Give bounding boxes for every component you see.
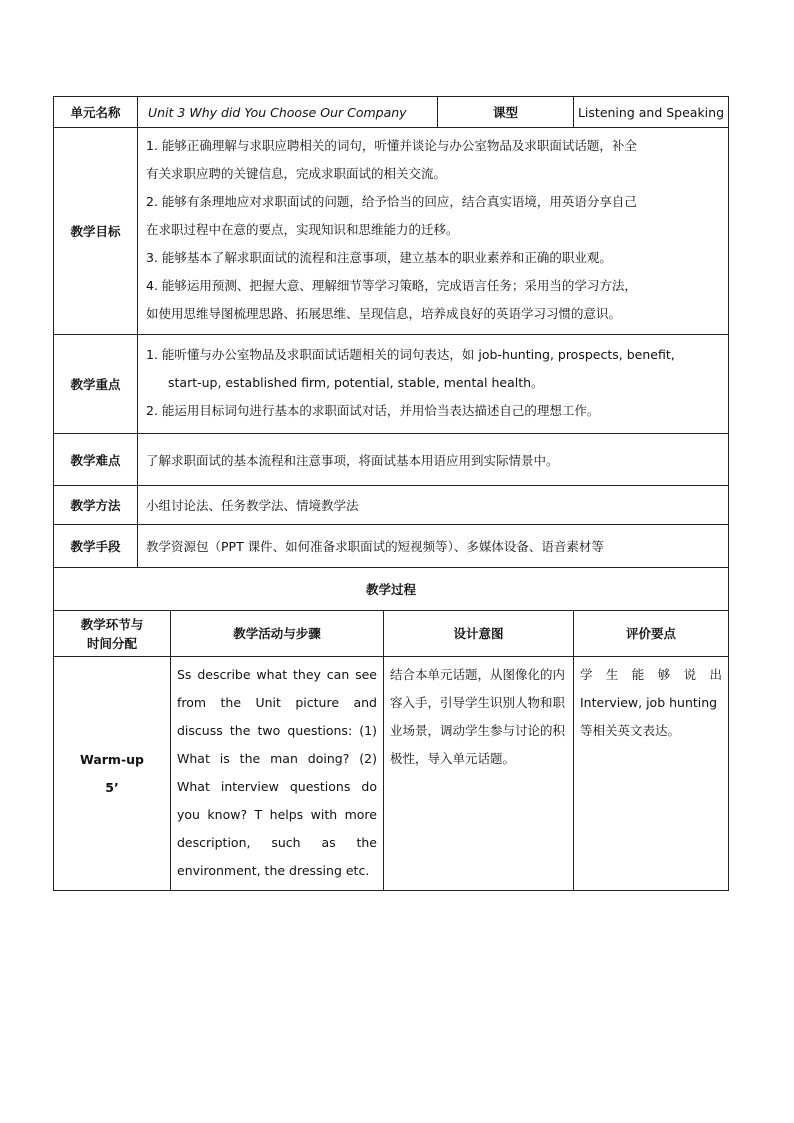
unit-label: 单元名称 xyxy=(54,97,138,128)
eval-line2: Interview, job hunting 等相关英文表达。 xyxy=(580,695,718,738)
col-header-stage-line2: 时间分配 xyxy=(86,635,137,651)
table-row xyxy=(54,657,729,891)
means-text: 教学资源包（PPT 课件、如何准备求职面试的短视频等）、多媒体设备、语音素材等 xyxy=(138,525,729,568)
methods-row xyxy=(54,486,729,525)
objective-line: 2. 能够有条理地应对求职面试的问题，给予恰当的回应，结合真实语境，用英语分享自己 xyxy=(146,194,637,209)
col-header-stage xyxy=(54,611,171,657)
objective-line: 3. 能够基本了解求职面试的流程和注意事项，建立基本的职业素养和正确的职业观。 xyxy=(146,250,612,265)
difficulties-text: 了解求职面试的基本流程和注意事项，将面试基本用语应用到实际情景中。 xyxy=(138,434,729,486)
unit-title: Unit 3 Why did You Choose Our Company xyxy=(138,97,438,128)
intent-cell: 结合本单元话题，从图像化的内容入手，引导学生识别人物和职业场景，调动学生参与讨论的积极性，导入单元话题。 xyxy=(384,657,574,891)
col-header-activity: 教学活动与步骤 xyxy=(171,611,384,657)
key-points-label: 教学重点 xyxy=(54,335,138,434)
key-point-line: 1. 能听懂与办公室物品及求职面试话题相关的词句表达，如 job-hunting, prospects, benefit, xyxy=(146,347,675,362)
stage-time: 5’ xyxy=(105,779,119,795)
objective-line: 4. 能够运用预测、把握大意、理解细节等学习策略，完成语言任务；采用当的学习方法， xyxy=(146,278,637,293)
key-point-line: start-up, established firm, potential, stable, mental health。 xyxy=(168,375,544,390)
objective-line: 有关求职应聘的关键信息，完成求职面试的相关交流。 xyxy=(146,166,447,181)
objective-line: 在求职过程中在意的要点，实现知识和思维能力的迁移。 xyxy=(146,222,459,237)
objective-line: 如使用思维导图梳理思路、拓展思维、呈现信息，培养成良好的英语学习习惯的意识。 xyxy=(146,306,622,321)
header-row xyxy=(54,97,729,128)
stage-name: Warm-up xyxy=(79,751,144,767)
type-value: Listening and Speaking xyxy=(574,97,729,128)
methods-label: 教学方法 xyxy=(54,486,138,525)
activity-cell: Ss describe what they can see from the Unit picture and discuss the two questions: (1) What is the man doing? (2) What interview questions do you know? T helps with more description, such as the environment, the dressing etc. xyxy=(171,657,384,891)
process-table xyxy=(53,610,729,891)
means-row xyxy=(54,525,729,568)
eval-line1: 学生能够说出 xyxy=(580,667,722,682)
process-header-row xyxy=(54,611,729,657)
process-title-row xyxy=(54,568,729,611)
objective-line: 1. 能够正确理解与求职应聘相关的词句，听懂并谈论与办公室物品及求职面试话题，补全 xyxy=(146,138,637,153)
lesson-plan xyxy=(53,96,728,891)
col-header-eval: 评价要点 xyxy=(574,611,729,657)
col-header-stage-line1: 教学环节与 xyxy=(80,616,144,632)
lesson-info-table xyxy=(53,96,729,611)
objectives-row xyxy=(54,128,729,335)
col-header-intent: 设计意图 xyxy=(384,611,574,657)
difficulties-label: 教学难点 xyxy=(54,434,138,486)
objectives-content xyxy=(138,128,729,335)
key-points-content xyxy=(138,335,729,434)
means-label: 教学手段 xyxy=(54,525,138,568)
methods-text: 小组讨论法、任务教学法、情境教学法 xyxy=(138,486,729,525)
key-point-line: 2. 能运用目标词句进行基本的求职面试对话，并用恰当表达描述自己的理想工作。 xyxy=(146,403,600,418)
objectives-label: 教学目标 xyxy=(54,128,138,335)
difficulties-row xyxy=(54,434,729,486)
type-label: 课型 xyxy=(438,97,574,128)
eval-cell xyxy=(574,657,729,891)
process-title: 教学过程 xyxy=(54,568,729,611)
stage-cell xyxy=(54,657,171,891)
key-points-row xyxy=(54,335,729,434)
